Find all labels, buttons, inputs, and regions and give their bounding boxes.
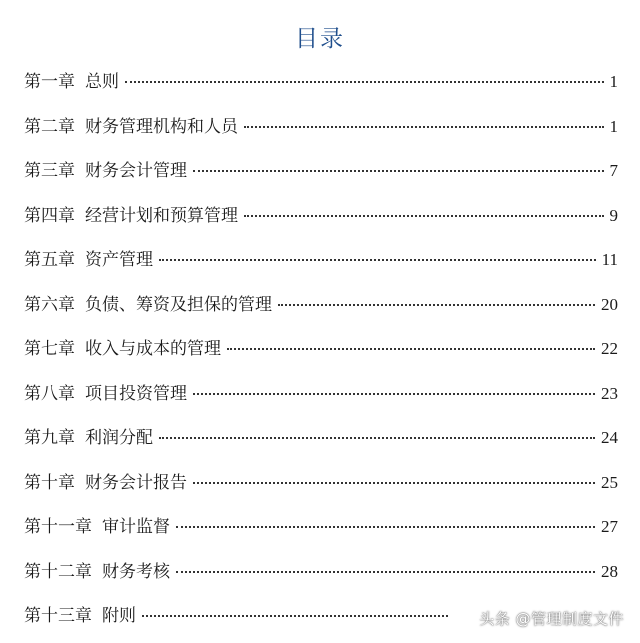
dot-leader bbox=[193, 481, 595, 484]
dot-leader bbox=[244, 125, 604, 128]
toc-chapter-number: 第五章 bbox=[24, 250, 75, 270]
toc-chapter-number: 第十二章 bbox=[24, 561, 92, 582]
toc-page-number: 25 bbox=[601, 472, 618, 492]
toc-chapter-number: 第七章 bbox=[24, 339, 75, 359]
toc-entry[interactable] bbox=[24, 198, 618, 243]
toc-chapter-title: 负债、筹资及担保的管理 bbox=[85, 294, 272, 315]
dot-leader bbox=[125, 80, 604, 83]
toc-chapter-number: 第一章 bbox=[24, 72, 75, 92]
dot-leader bbox=[142, 614, 448, 617]
dot-leader bbox=[278, 303, 595, 306]
toc-chapter-number: 第三章 bbox=[24, 161, 75, 181]
dot-leader bbox=[159, 436, 595, 439]
toc-chapter-title: 财务管理机构和人员 bbox=[85, 116, 238, 137]
watermark-label: 头条 @管理制度文件 bbox=[479, 610, 624, 628]
toc-chapter-number: 第四章 bbox=[24, 205, 75, 226]
toc-page-number: 27 bbox=[601, 517, 618, 536]
toc-chapter-title: 附则 bbox=[102, 606, 136, 626]
toc-entry[interactable] bbox=[24, 64, 618, 109]
toc-page-number: 11 bbox=[601, 250, 618, 269]
toc-entry[interactable] bbox=[24, 376, 618, 421]
dot-leader bbox=[193, 169, 604, 172]
toc-page-number: 7 bbox=[609, 161, 618, 180]
dot-leader bbox=[159, 258, 596, 261]
toc-chapter-title: 财务考核 bbox=[102, 561, 170, 582]
toc-page-number: 24 bbox=[601, 428, 618, 447]
toc-chapter-title: 项目投资管理 bbox=[85, 383, 187, 404]
toc-chapter-number: 第二章 bbox=[24, 116, 75, 137]
toc-entry[interactable] bbox=[24, 287, 618, 332]
toc-chapter-title: 收入与成本的管理 bbox=[85, 339, 221, 359]
dot-leader bbox=[244, 214, 604, 217]
toc-chapter-title: 总则 bbox=[85, 72, 119, 92]
toc-chapter-title: 经营计划和预算管理 bbox=[85, 205, 238, 226]
toc-chapter-number: 第十三章 bbox=[24, 606, 92, 626]
toc-page-number: 1 bbox=[609, 116, 618, 136]
toc-chapter-title: 财务会计报告 bbox=[85, 472, 187, 493]
toc-chapter-title: 审计监督 bbox=[102, 517, 170, 537]
toc-entry[interactable] bbox=[24, 153, 618, 198]
toc-entry[interactable] bbox=[24, 420, 618, 465]
toc-entry[interactable] bbox=[24, 242, 618, 287]
toc-chapter-number: 第九章 bbox=[24, 428, 75, 448]
toc-entry[interactable] bbox=[24, 465, 618, 510]
dot-leader bbox=[227, 347, 595, 350]
toc-page-number: 28 bbox=[601, 561, 618, 581]
toc-page-number: 1 bbox=[609, 72, 618, 91]
table-of-contents bbox=[24, 64, 618, 643]
toc-chapter-title: 财务会计管理 bbox=[85, 161, 187, 181]
toc-page-number: 9 bbox=[609, 205, 618, 225]
dot-leader bbox=[193, 392, 595, 395]
toc-chapter-number: 第十一章 bbox=[24, 517, 92, 537]
toc-entry[interactable] bbox=[24, 331, 618, 376]
toc-entry[interactable] bbox=[24, 109, 618, 154]
toc-entry[interactable] bbox=[24, 554, 618, 599]
toc-chapter-number: 第十章 bbox=[24, 472, 75, 493]
toc-page-number: 20 bbox=[601, 294, 618, 314]
dot-leader bbox=[176, 525, 595, 528]
toc-chapter-title: 资产管理 bbox=[85, 250, 153, 270]
toc-page-number: 22 bbox=[601, 339, 618, 358]
toc-page-number: 23 bbox=[601, 383, 618, 403]
toc-chapter-number: 第八章 bbox=[24, 383, 75, 404]
toc-entry[interactable] bbox=[24, 509, 618, 554]
dot-leader bbox=[176, 570, 595, 573]
toc-chapter-title: 利润分配 bbox=[85, 428, 153, 448]
toc-chapter-number: 第六章 bbox=[24, 294, 75, 315]
page-title: 目录 bbox=[295, 26, 345, 52]
